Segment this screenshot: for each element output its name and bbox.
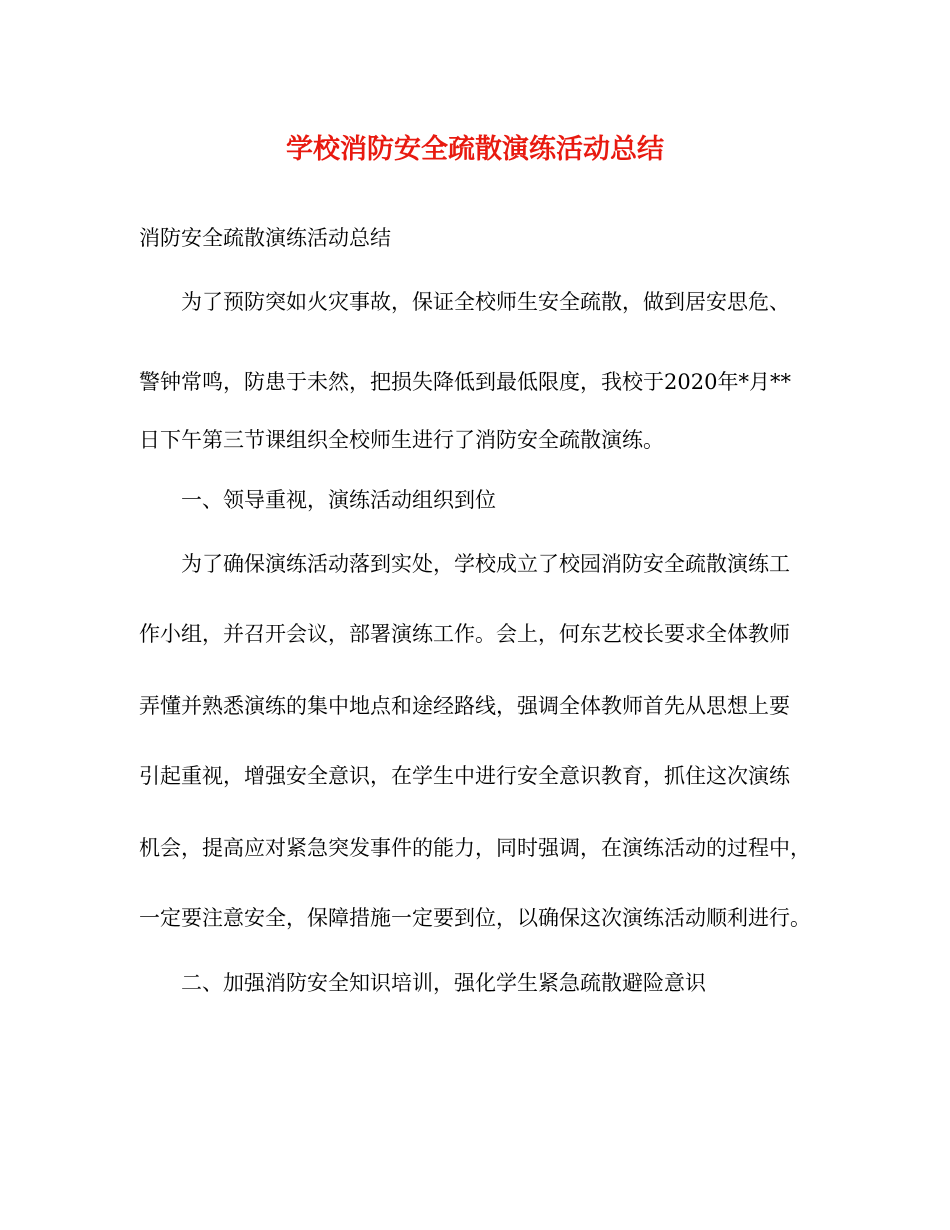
paragraph-line: 为了确保演练活动落到实处，学校成立了校园消防安全疏散演练工 — [139, 552, 790, 576]
paragraph-line: 作小组，并召开会议，部署演练工作。会上，何东艺校长要求全体教师 — [139, 622, 790, 646]
document-title: 学校消防安全疏散演练活动总结 — [286, 134, 664, 165]
paragraph-line: 一定要注意安全，保障措施一定要到位，以确保这次演练活动顺利进行。 — [139, 906, 811, 930]
paragraph-line: 引起重视，增强安全意识，在学生中进行安全意识教育，抓住这次演练 — [139, 764, 790, 788]
paragraph-line: 机会，提高应对紧急突发事件的能力，同时强调，在演练活动的过程中， — [139, 836, 811, 860]
paragraph-line: 弄懂并熟悉演练的集中地点和途经路线，强调全体教师首先从思想上要 — [139, 694, 790, 718]
section-heading: 一、领导重视，演练活动组织到位 — [139, 488, 496, 512]
paragraph-line: 日下午第三节课组织全校师生进行了消防安全疏散演练。 — [139, 428, 664, 452]
document-subtitle: 消防安全疏散演练活动总结 — [139, 226, 391, 250]
section-heading: 二、加强消防安全知识培训，强化学生紧急疏散避险意识 — [139, 971, 706, 995]
paragraph-line: 警钟常鸣，防患于未然，把损失降低到最低限度，我校于2020年*月** — [139, 370, 791, 394]
paragraph-line: 为了预防突如火灾事故，保证全校师生安全疏散，做到居安思危、 — [139, 290, 790, 314]
